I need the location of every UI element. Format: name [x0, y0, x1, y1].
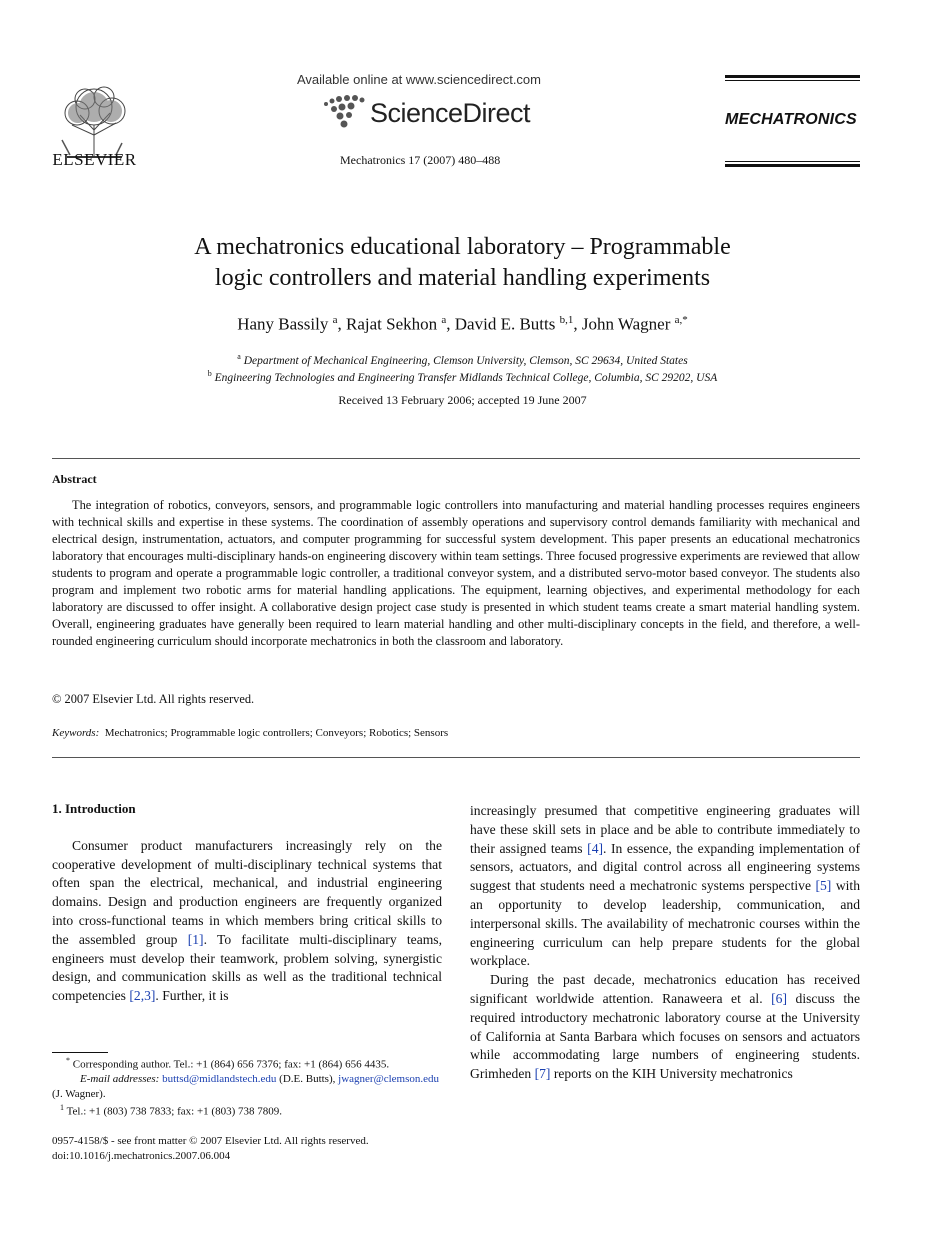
citation-link[interactable]: [7] [534, 1066, 551, 1082]
journal-rule-bottom-thin [725, 161, 860, 162]
paragraph-text: . To facilitate multi-disciplinary teams, engineers must develop their teamwork, problem solving, synergistic design, and communication skills as well as the traditional technical competencies [52, 931, 442, 1004]
right-column [470, 802, 860, 1084]
paragraph-text: discuss the required introductory mechatronic laboratory course at the University of California at Santa Barbara which focuses on sensors and actuators while accommodating large numbers of engineering students. Grimheden [470, 990, 860, 1082]
divider [52, 757, 860, 758]
issn-line: 0957-4158/$ - see front matter © 2007 Elsevier Ltd. All rights reserved. [52, 1135, 369, 1147]
paragraph [52, 837, 442, 1006]
doi-line: doi:10.1016/j.mechatronics.2007.06.004 [52, 1150, 231, 1162]
author-affil-mark: b,1 [559, 314, 574, 326]
abstract-text: The integration of robotics, conveyors, sensors, and programmable logic controllers into manufacturing and material handling processes requires engineers with technical skills and expertise in these systems. The coordination of assembly operations and supervisory control demands familiarity with mechanical and electrical design, instrumentation, actuators, and computer programming for successful system development. This paper presents an educational mechatronics laboratory that encourages multi-disciplinary hands-on engineering discovery within team settings. Three focused progressive experiments are reviewed that allow students to program and operate a programmable logic controller, a traditional conveyor system, and a distributed servo-motor based conveyor. The students also program and implement two robotic arms for material handling applications. The equipment, learning objectives, and experimental methodology for each laboratory are discussed to offer insight. A collaborative design project case study is presented in which student teams create a smart material handling system. Overall, engineering graduates have generally been required to learn material handling and other multi-disciplinary concepts in the field, and therefore, a well-rounded engineering curriculum should incorporate mechatronics in both the classroom and laboratory. [52, 498, 860, 648]
author-affil-mark: a [332, 314, 338, 326]
sciencedirect-wordmark: ScienceDirect [370, 98, 531, 128]
footnote-1 [52, 1101, 442, 1119]
keywords-list: Mechatronics; Programmable logic controllers; Conveyors; Robotics; Sensors [104, 727, 449, 739]
email-link[interactable]: buttsd@midlandstech.edu [162, 1073, 277, 1086]
paragraph-text: . Further, it is [155, 988, 229, 1004]
paragraph-text: with an opportunity to develop leadership, communication, and interpersonal skills. The availability of mechatronic courses within the engineering curriculum can help prepare students for the global workplace. [470, 878, 860, 969]
copyright-notice: © 2007 Elsevier Ltd. All rights reserved. [52, 692, 255, 706]
article-title-line-2: logic controllers and material handling experiments [214, 265, 711, 291]
affiliation-text: Engineering Technologies and Engineering Transfer Midlands Technical College, Columbia, SC 29202, USA [214, 371, 718, 384]
footnote-text: Corresponding author. Tel.: +1 (864) 656 7376; fax: +1 (864) 656 4435. [72, 1058, 390, 1071]
left-column [52, 800, 442, 1006]
affiliation-mark: a [237, 352, 241, 361]
journal-citation: Mechatronics 17 (2007) 480–488 [340, 153, 501, 167]
affiliation-text: Department of Mechanical Engineering, Clemson University, Clemson, SC 29634, United States [243, 354, 688, 367]
keywords-label: Keywords: [52, 727, 100, 739]
paragraph-text: Consumer product manufacturers increasingly rely on the cooperative development of multi-disciplinary technical systems that often span the electrical, mechanical, and industrial engineering domains. Design and production engineers are frequently organized into cross-functional teams in which members bring critical skills to the assembled group [52, 837, 442, 947]
citation-link[interactable]: [5] [815, 878, 832, 894]
affiliation-mark: b [207, 369, 212, 378]
journal-rule-top-thin [725, 80, 860, 81]
affiliation [60, 352, 865, 367]
affiliation [60, 369, 865, 384]
author-list: Hany Bassily $^a$, Rajat Sekhon $^a$, David E. Butts $^{b,1}$, John Wagner $^{a,*}$ [237, 314, 688, 334]
received-dates: Received 13 February 2006; accepted 19 June 2007 [338, 393, 587, 407]
abstract-heading: Abstract [52, 472, 97, 486]
article-title-line-1: A mechatronics educational laboratory – Programmable [194, 234, 731, 260]
citation-link[interactable]: [1] [187, 931, 204, 947]
footnote-emails [52, 1072, 442, 1101]
citation-link[interactable]: [4] [587, 840, 604, 856]
author-affil-mark: a [441, 314, 447, 326]
author-name: David E. Butts [454, 314, 556, 334]
article-title [60, 232, 865, 294]
footnote-corresponding [52, 1054, 442, 1072]
paragraph-text: reports on the KIH University mechatronics [550, 1066, 793, 1082]
footnote-rule [52, 1052, 108, 1053]
author-affil-mark: a,* [674, 314, 688, 326]
footnote-mark: * [66, 1056, 70, 1065]
divider [52, 458, 860, 459]
journal-rule-bottom [725, 164, 860, 167]
footnotes [52, 1054, 442, 1119]
journal-rule-top [725, 75, 860, 78]
email-owner: (D.E. Butts), [279, 1073, 336, 1086]
email-label: E-mail addresses: [80, 1073, 160, 1086]
sciencedirect-dots-icon [320, 92, 368, 130]
paragraph-text: During the past decade, mechatronics education has received significant worldwide attention. Ranaweera et al. [470, 972, 860, 1006]
paragraph [470, 802, 860, 971]
author-name: Hany Bassily [237, 314, 329, 334]
citation-link[interactable]: [2,3] [129, 988, 156, 1004]
journal-name: MECHATRONICS [725, 111, 857, 128]
section-heading: 1. Introduction [52, 801, 136, 816]
issn-info [52, 1134, 369, 1164]
keywords [52, 727, 448, 739]
publisher-name: ELSEVIER [52, 150, 137, 169]
paragraph [470, 971, 860, 1084]
author-name: John Wagner [581, 314, 671, 334]
footnote-mark: 1 [60, 1103, 64, 1113]
email-link[interactable]: jwagner@clemson.edu [338, 1073, 439, 1086]
author-name: Rajat Sekhon [346, 314, 438, 334]
citation-link[interactable]: [6] [771, 990, 788, 1006]
available-online-link[interactable]: Available online at www.sciencedirect.com [297, 72, 541, 87]
paragraph-text: increasingly presumed that competitive engineering graduates will have these skill sets in place and be able to contribute immediately to their assigned teams [470, 803, 860, 856]
footnote-text: Tel.: +1 (803) 738 7833; fax: +1 (803) 738 7809. [66, 1105, 282, 1118]
email-owner: (J. Wagner). [52, 1087, 106, 1100]
paragraph-text: . In essence, the expanding implementation of sensors, actuators, and digital control across all engineering systems suggest that students need a mechatronic systems perspective [470, 840, 860, 894]
